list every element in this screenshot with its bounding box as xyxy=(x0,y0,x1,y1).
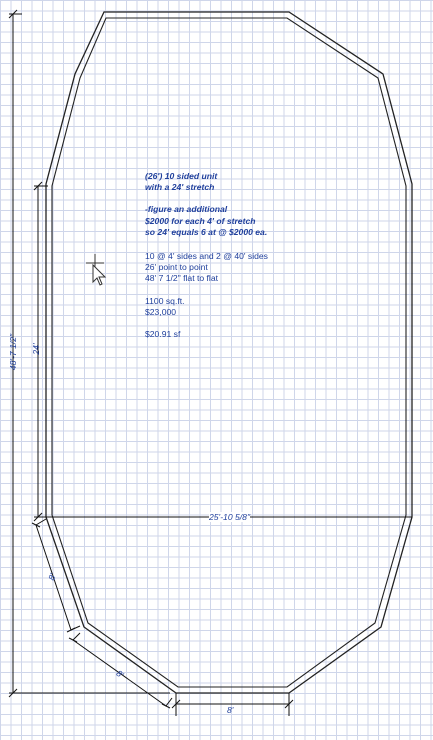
note-line-flat-to-flat: 48' 7 1/2" flat to flat xyxy=(145,273,219,284)
side-a-label[interactable]: 8' xyxy=(46,572,58,582)
notes-block xyxy=(145,171,268,340)
note-line-price: $23,000 xyxy=(145,306,177,317)
note-line-price-per-stretch: $2000 for each 4' of stretch xyxy=(145,215,256,226)
note-line-price-per-sf: $20.91 sf xyxy=(145,329,181,340)
note-line-title: (26') 10 sided unit xyxy=(145,171,218,181)
decagon-inner-wall xyxy=(52,18,406,687)
side-b-label[interactable]: 8' xyxy=(114,668,126,680)
note-line-point-to-point: 26' point to point xyxy=(145,262,208,273)
note-line-stretch-total: so 24' equals 6 at @ $2000 ea. xyxy=(145,226,268,237)
decagon-outer-wall[interactable] xyxy=(46,12,412,693)
note-line-sides: 10 @ 4' sides and 2 @ 40' sides xyxy=(145,251,268,262)
arrow-crosshair-cursor-icon xyxy=(86,254,105,285)
overall-length-label[interactable]: 48'-7 1/2" xyxy=(8,333,18,371)
note-line-additional: -figure an additional xyxy=(145,204,228,215)
width-label[interactable]: 25'-10 5/8" xyxy=(209,512,251,522)
note-line-stretch: with a 24' stretch xyxy=(145,182,215,193)
note-line-area: 1100 sq.ft. xyxy=(145,295,185,306)
stretch-label[interactable]: 24' xyxy=(31,343,41,355)
side-c-label[interactable]: 8' xyxy=(227,705,234,715)
